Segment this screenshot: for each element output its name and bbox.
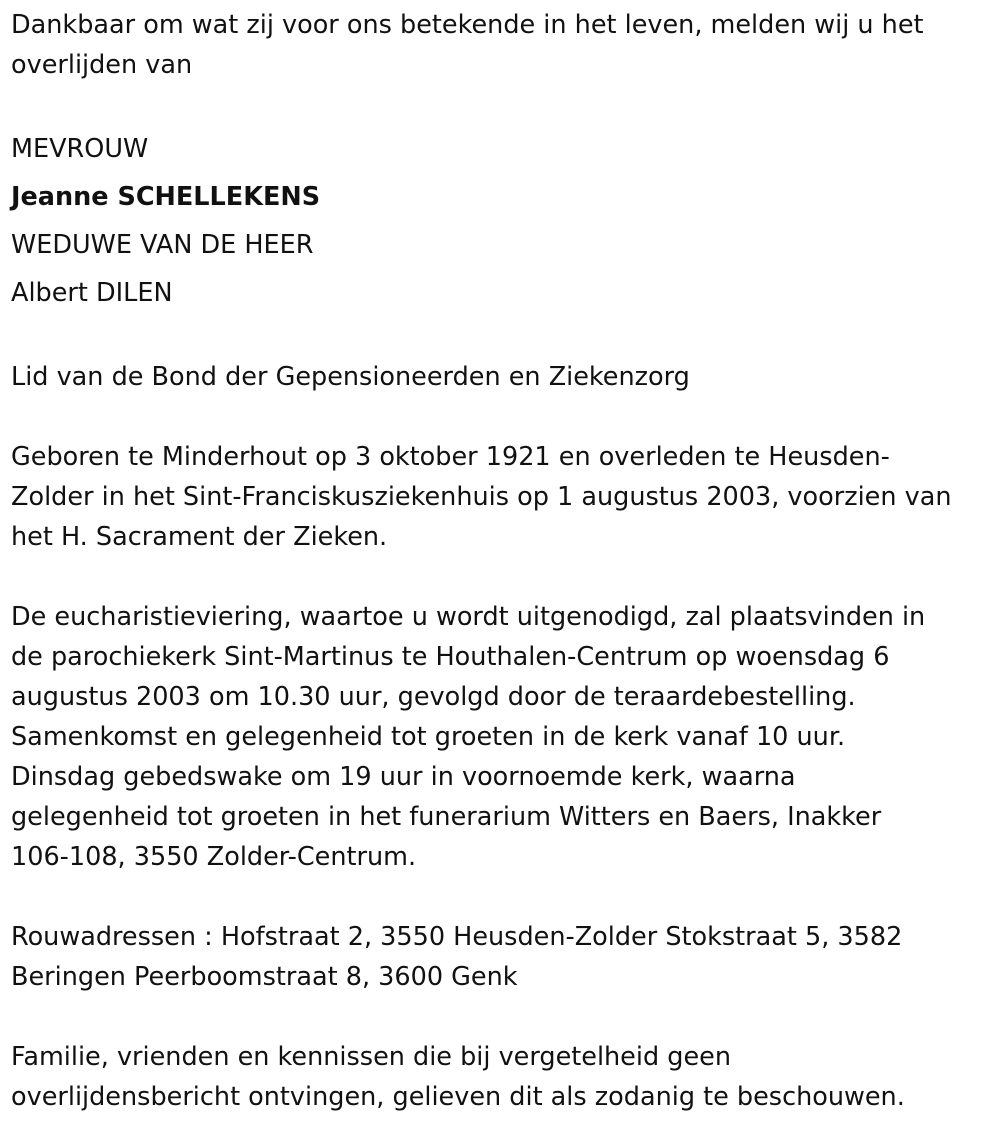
spacer — [11, 877, 986, 917]
birth-death-line: het H. Sacrament der Zieken. — [11, 522, 388, 552]
spacer — [11, 317, 986, 357]
intro-line: overlijden van — [11, 50, 193, 80]
birth-death-line: Zolder in het Sint-Franciskusziekenhuis op 1 augustus 2003, voorzien van — [11, 482, 952, 512]
address-line: Rouwadressen : Hofstraat 2, 3550 Heusden-Zolder Stokstraat 5, 3582 — [11, 922, 903, 952]
membership-line: Lid van de Bond der Gepensioneerden en Ziekenzorg — [11, 362, 690, 392]
deceased-title: MEVROUW — [11, 134, 149, 164]
address-line: Beringen Peerboomstraat 8, 3600 Genk — [11, 962, 518, 992]
ceremony-line: 106-108, 3550 Zolder-Centrum. — [11, 842, 417, 872]
deceased-block — [11, 125, 986, 317]
spouse-name: Albert DILEN — [11, 278, 173, 308]
birth-death-line: Geboren te Minderhout op 3 oktober 1921 en overleden te Heusden- — [11, 442, 890, 472]
birth-death-paragraph — [11, 437, 986, 557]
ceremony-line: Samenkomst en gelegenheid tot groeten in de kerk vanaf 10 uur. — [11, 722, 846, 752]
intro-line: Dankbaar om wat zij voor ons betekende in het leven, melden wij u het — [11, 10, 924, 40]
spacer — [11, 557, 986, 597]
ceremony-line: de parochiekerk Sint-Martinus te Houthalen-Centrum op woensdag 6 — [11, 642, 890, 672]
spacer — [11, 85, 986, 125]
ceremony-line: augustus 2003 om 10.30 uur, gevolgd door de teraardebestelling. — [11, 682, 856, 712]
spacer — [11, 397, 986, 437]
obituary-notice — [11, 5, 986, 1117]
ceremony-paragraph — [11, 597, 986, 877]
closing-line: Familie, vrienden en kennissen die bij vergetelheid geen — [11, 1042, 731, 1072]
deceased-name: Jeanne SCHELLEKENS — [11, 182, 321, 212]
ceremony-line: gelegenheid tot groeten in het funerarium Witters en Baers, Inakker — [11, 802, 882, 832]
closing-paragraph — [11, 1037, 986, 1117]
addresses-paragraph — [11, 917, 986, 997]
deceased-relation: WEDUWE VAN DE HEER — [11, 230, 314, 260]
ceremony-line: Dinsdag gebedswake om 19 uur in voornoemde kerk, waarna — [11, 762, 796, 792]
ceremony-line: De eucharistieviering, waartoe u wordt uitgenodigd, zal plaatsvinden in — [11, 602, 926, 632]
spacer — [11, 997, 986, 1037]
intro-paragraph — [11, 5, 986, 85]
closing-line: overlijdensbericht ontvingen, gelieven dit als zodanig te beschouwen. — [11, 1082, 905, 1112]
